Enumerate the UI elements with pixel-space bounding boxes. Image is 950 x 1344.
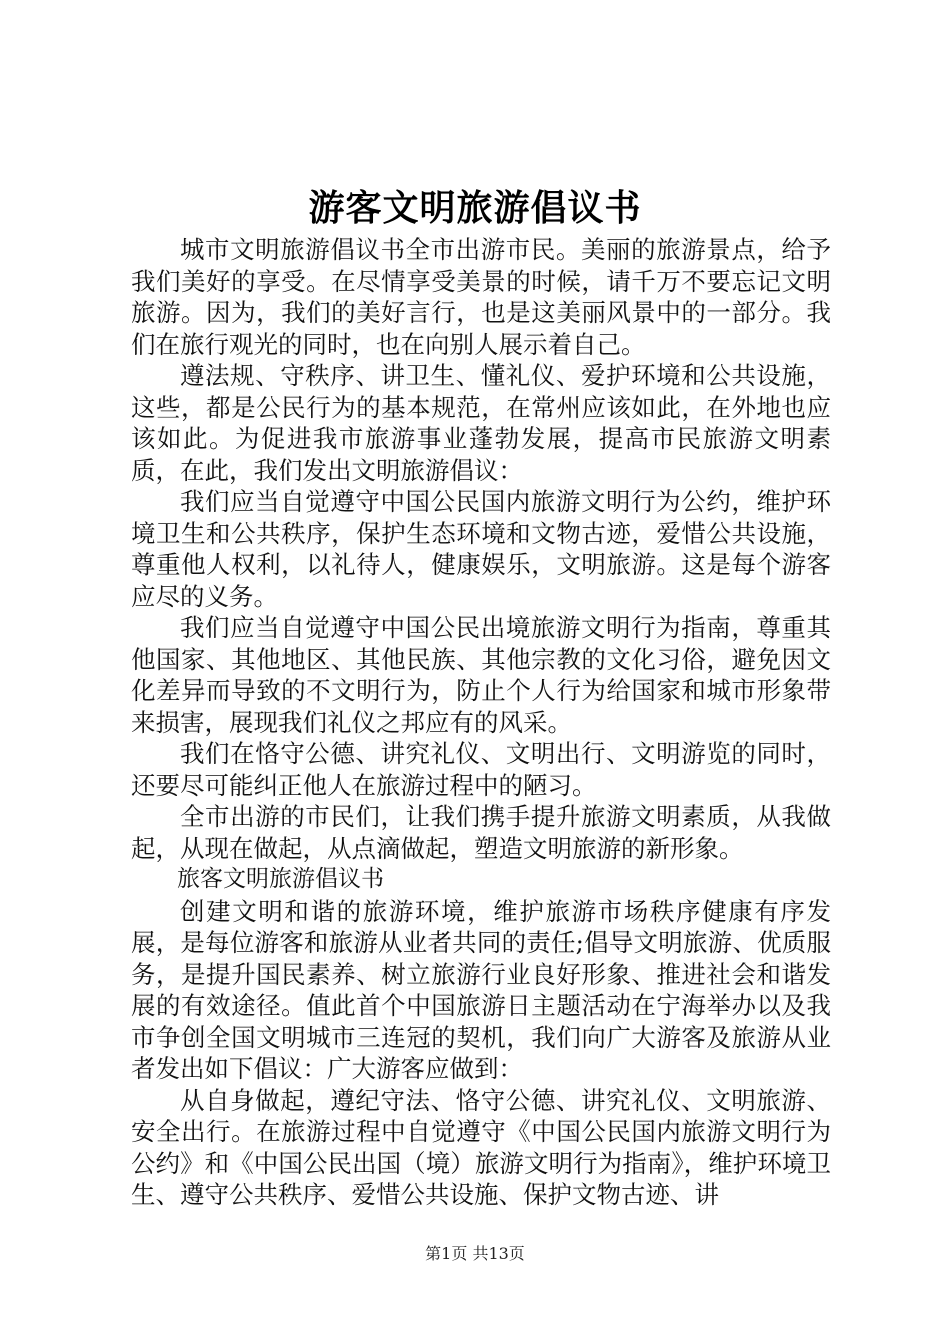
paragraph: 我们在恪守公德、讲究礼仪、文明出行、文明游览的同时，还要尽可能纠正他人在旅游过程中的陋习。	[131, 739, 831, 800]
paragraph: 城市文明旅游倡议书全市出游市民。美丽的旅游景点，给予我们美好的享受。在尽情享受美景的时候，请千万不要忘记文明旅游。因为，我们的美好言行，也是这美丽风景中的一部分。我们在旅行观光的同时，也在向别人展示着自己。	[131, 235, 831, 359]
paragraph: 我们应当自觉遵守中国公民国内旅游文明行为公约，维护环境卫生和公共秩序，保护生态环境和文物古迹，爱惜公共设施，尊重他人权利，以礼待人，健康娱乐，文明旅游。这是每个游客应尽的义务。	[131, 487, 831, 611]
section-subheading: 旅客文明旅游倡议书	[177, 866, 384, 892]
paragraph: 我们应当自觉遵守中国公民出境旅游文明行为指南，尊重其他国家、其他地区、其他民族、其他宗教的文化习俗，避免因文化差异而导致的不文明行为，防止个人行为给国家和城市形象带来损害，展现我们礼仪之邦应有的风采。	[131, 613, 831, 737]
page-footer: 第1页 共13页	[425, 1244, 525, 1263]
paragraph: 从自身做起，遵纪守法、恪守公德、讲究礼仪、文明旅游、安全出行。在旅游过程中自觉遵守《中国公民国内旅游文明行为公约》和《中国公民出国（境）旅游文明行为指南》，维护环境卫生、遵守公共秩序、爱惜公共设施、保护文物古迹、讲	[131, 1085, 831, 1209]
document-title: 游客文明旅游倡议书	[308, 187, 642, 229]
document-body	[131, 234, 831, 1211]
paragraph: 全市出游的市民们，让我们携手提升旅游文明素质，从我做起，从现在做起，从点滴做起，塑造文明旅游的新形象。	[131, 802, 831, 863]
paragraph: 创建文明和谐的旅游环境，维护旅游市场秩序健康有序发展，是每位游客和旅游从业者共同的责任;倡导文明旅游、优质服务，是提升国民素养、树立旅游行业良好形象、推进社会和谐发展的有效途径。值此首个中国旅游日主题活动在宁海举办以及我市争创全国文明城市三连冠的契机，我们向广大游客及旅游从业者发出如下倡议：广大游客应做到：	[131, 896, 831, 1083]
paragraph: 遵法规、守秩序、讲卫生、懂礼仪、爱护环境和公共设施，这些，都是公民行为的基本规范，在常州应该如此，在外地也应该如此。为促进我市旅游事业蓬勃发展，提高市民旅游文明素质，在此，我们发出文明旅游倡议：	[131, 361, 831, 485]
